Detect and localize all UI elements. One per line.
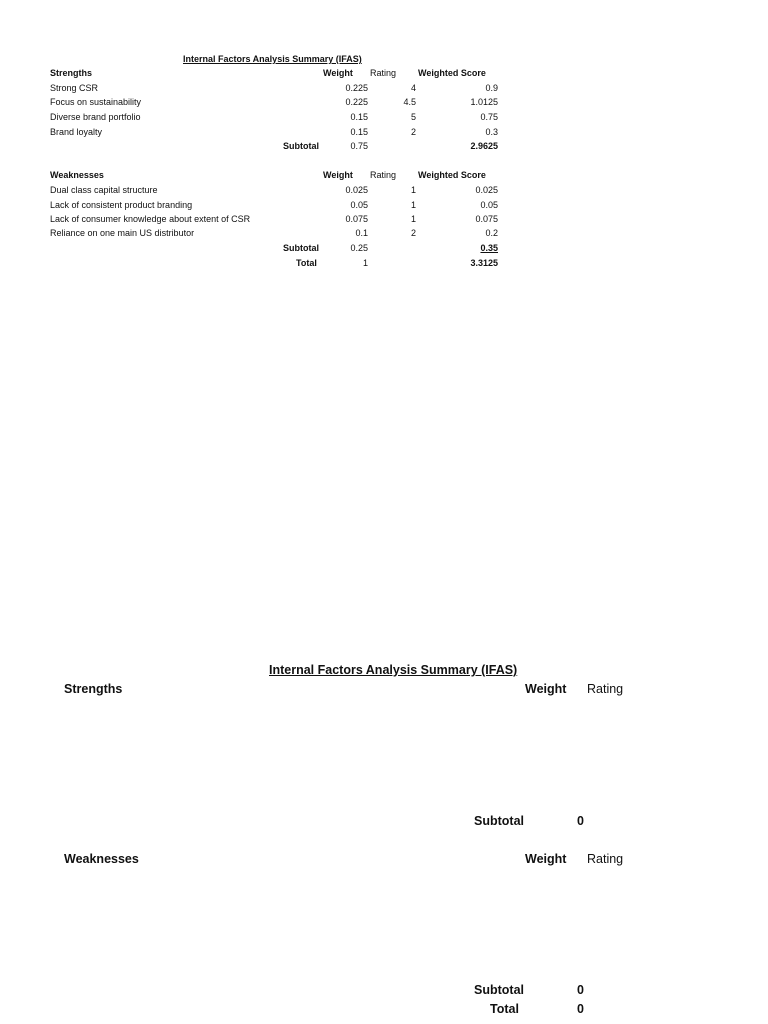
row-weight: 0.225: [345, 83, 368, 93]
weaknesses-weight-header: Weight: [323, 170, 353, 180]
bottom-strengths-header: Strengths: [64, 682, 123, 696]
bottom-total-value: 0: [577, 1002, 584, 1016]
row-rating: 4: [410, 83, 416, 93]
row-factor: Reliance on one main US distributor: [50, 228, 195, 238]
row-factor: Focus on sustainability: [50, 97, 142, 107]
row-factor: Brand loyalty: [50, 127, 103, 137]
bottom-strengths-subtotal-label: Subtotal: [474, 814, 524, 828]
bottom-strengths-subtotal-value: 0: [577, 814, 584, 828]
total-label: Total: [296, 258, 317, 268]
total-score: 3.3125: [470, 258, 498, 268]
row-score: 0.025: [475, 185, 498, 195]
strengths-header: Strengths: [50, 68, 93, 78]
row-weight: 0.025: [345, 185, 368, 195]
row-score: 0.075: [475, 214, 498, 224]
bottom-weaknesses-rating-header: Rating: [587, 852, 624, 866]
row-score: 0.9: [485, 83, 498, 93]
row-weight: 0.225: [345, 97, 368, 107]
row-rating: 2: [410, 127, 416, 137]
row-score: 1.0125: [470, 97, 498, 107]
bottom-total-label: Total: [490, 1002, 519, 1016]
strengths-subtotal-label: Subtotal: [283, 141, 319, 151]
bottom-weaknesses-subtotal-label: Subtotal: [474, 983, 524, 997]
total-weight: 1: [362, 258, 368, 268]
strengths-subtotal-weight: 0.75: [350, 141, 368, 151]
top-title: Internal Factors Analysis Summary (IFAS): [183, 54, 362, 64]
row-weight: 0.1: [355, 228, 368, 238]
row-score: 0.05: [480, 200, 498, 210]
row-weight: 0.15: [350, 127, 368, 137]
row-weight: 0.075: [345, 214, 368, 224]
strengths-rating-header: Rating: [370, 68, 397, 78]
weaknesses-subtotal-weight: 0.25: [350, 243, 368, 253]
row-weight: 0.05: [350, 200, 368, 210]
row-score: 0.75: [480, 112, 498, 122]
row-factor: Strong CSR: [50, 83, 99, 93]
bottom-strengths-weight-header: Weight: [525, 682, 567, 696]
row-factor: Lack of consistent product branding: [50, 200, 193, 210]
row-rating: 1: [410, 185, 416, 195]
row-weight: 0.15: [350, 112, 368, 122]
strengths-subtotal-score: 2.9625: [470, 141, 498, 151]
weaknesses-rating-header: Rating: [370, 170, 397, 180]
weaknesses-score-header: Weighted Score: [418, 170, 486, 180]
bottom-title: Internal Factors Analysis Summary (IFAS): [269, 663, 518, 677]
strengths-weight-header: Weight: [323, 68, 353, 78]
strengths-score-header: Weighted Score: [418, 68, 486, 78]
bottom-strengths-rating-header: Rating: [587, 682, 624, 696]
row-rating: 1: [410, 200, 416, 210]
bottom-weaknesses-header: Weaknesses: [64, 852, 139, 866]
weaknesses-header: Weaknesses: [50, 170, 104, 180]
weaknesses-subtotal-label: Subtotal: [283, 243, 319, 253]
row-factor: Diverse brand portfolio: [50, 112, 141, 122]
row-rating: 2: [410, 228, 416, 238]
row-factor: Lack of consumer knowledge about extent of CSR: [50, 214, 251, 224]
weaknesses-subtotal-score: 0.35: [480, 243, 498, 253]
row-rating: 5: [410, 112, 416, 122]
bottom-weaknesses-weight-header: Weight: [525, 852, 567, 866]
row-score: 0.2: [485, 228, 498, 238]
row-score: 0.3: [485, 127, 498, 137]
row-rating: 4.5: [403, 97, 416, 107]
row-rating: 1: [410, 214, 416, 224]
row-factor: Dual class capital structure: [50, 185, 158, 195]
bottom-weaknesses-subtotal-value: 0: [577, 983, 584, 997]
